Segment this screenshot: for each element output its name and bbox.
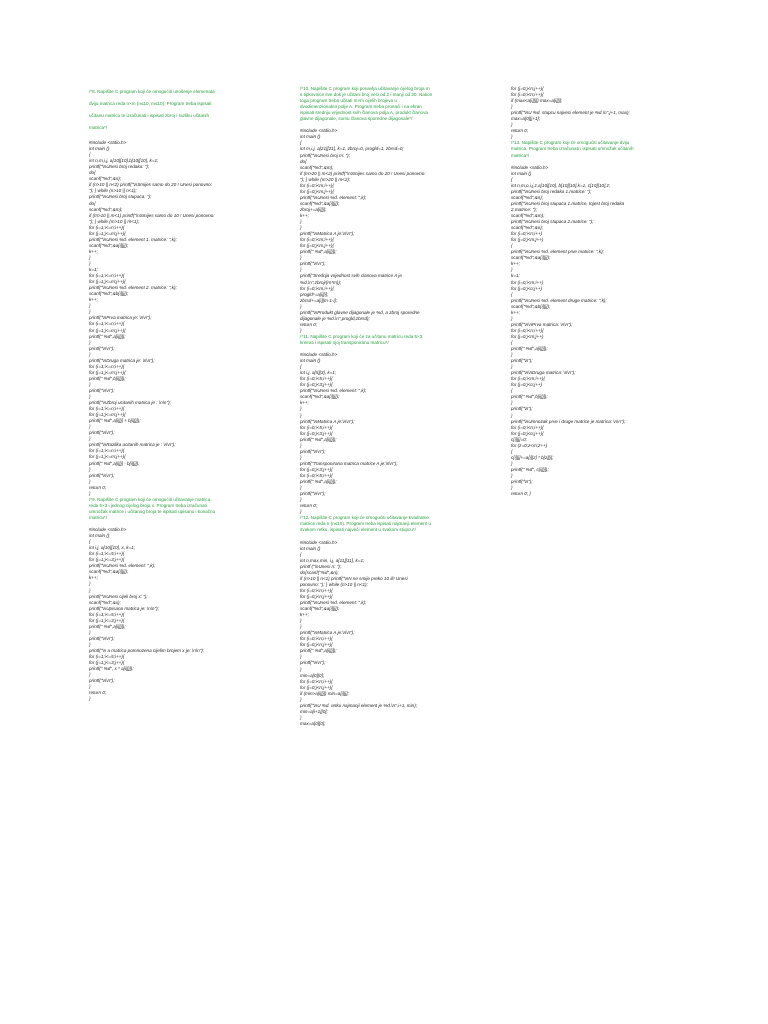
code-line: for (i=0;i<n;i++){	[300, 636, 333, 642]
code-line: if (m>20 || m<2) printf("\nSmijes samo do 20 ! Unesi ponovno:	[300, 170, 426, 176]
code-line: int main ()	[300, 358, 321, 364]
code-line: }	[300, 327, 302, 333]
code-line: printf(" %d",a[i][j]);	[300, 648, 337, 654]
task-comment: /*12. Napišite C program koji će omogućiti učitavanje kvadratne	[300, 515, 429, 521]
code-line: if (m>10 || m<1) printf("\nSmijes samo do 10 ! Unesi ponovno:	[89, 212, 215, 218]
code-line: for (i=0;i<n;i++){	[511, 92, 544, 98]
task-comment: /*8. Napišite C program koji će omogućiti unošenje elemenata	[89, 89, 215, 94]
code-line: for (i=0;i<n;i++){	[511, 424, 544, 430]
code-line: scanf("%d",&a[i][j]);	[89, 242, 129, 248]
code-line: scanf("%d",&a[i][j]);	[89, 569, 129, 575]
code-line: }	[89, 581, 91, 587]
code-line: {	[511, 291, 513, 297]
code-line: k++;	[300, 612, 309, 618]
task-comment: glavne dijagonale, sumu članova sporedne dijagonale*/	[300, 116, 413, 122]
code-line: k++;	[89, 575, 98, 581]
code-line: %d.\n",zbroj/(m*m));	[300, 279, 342, 285]
task-comment: ispisati srednju vrijednost svih članova polja A, produkt članova	[300, 110, 428, 116]
code-line: k++;	[89, 297, 98, 303]
code-line: {	[511, 448, 513, 454]
code-line: {	[300, 551, 302, 557]
code-line: {	[300, 140, 302, 146]
task-comment: matrica*/	[89, 125, 108, 130]
code-line: int main ()	[511, 170, 532, 176]
code-line: printf("\nMatrica A je:\n\n");	[300, 418, 355, 424]
code-line: }	[300, 666, 302, 672]
code-line: scanf("%d",&b[i][j]);	[89, 291, 129, 297]
code-line: }	[89, 309, 91, 315]
code-line: return 0;	[300, 503, 318, 509]
code-line: printf("Transponirana matrica matrice A je:\n\n");	[300, 460, 398, 466]
code-line: }	[300, 696, 302, 702]
code-line: printf("\nUnesi %d. element 2. matrice: ",k);	[89, 285, 177, 291]
code-line: k++;	[511, 261, 520, 267]
code-line: for (j=1;j<=m;j++){	[89, 279, 126, 285]
code-line: for (i=0;i<m;i++)	[511, 279, 544, 285]
code-line: }	[511, 315, 513, 321]
code-line: scanf("%d",&a[i][j]);	[511, 255, 551, 261]
code-line: }	[300, 654, 302, 660]
code-line: for (i=0;i<m;i++){	[300, 182, 334, 188]
code-line: printf("\nUnesi %d. element druge matrice: ",k);	[511, 297, 607, 303]
code-line: for (j=0;j<o;j++)	[511, 382, 543, 388]
code-line: }	[89, 254, 91, 260]
code-line: for (j=1;j<=3;j++){	[89, 660, 125, 666]
code-line: printf(" %d",b[i][j]);	[89, 375, 126, 381]
code-line: "); } while (m>20 || m<2);	[300, 176, 351, 182]
code-line: printf(" %d",a[i][j] + b[i][j]);	[89, 418, 141, 424]
code-line: scanf("%d",&n);	[89, 176, 122, 182]
code-line: scanf("%d",&m);	[300, 164, 334, 170]
code-line: printf("\n\n");	[89, 387, 115, 393]
code-line: dijagonale je %d.\n",progld,zbrsd);	[300, 315, 370, 321]
task-comment: dvodimenzionalno polje A. Program treba pronaći i na ekran	[300, 104, 422, 110]
code-line: for (i=0;i<5;i++){	[300, 424, 333, 430]
code-line: for (j=0;j<3;j++){	[300, 430, 333, 436]
code-line: printf("\nU %d. stupcu najveci element je %d.\n",j+1, max);	[511, 110, 630, 116]
column-2	[300, 86, 500, 727]
code-line: scanf("%d",&b[i][j]);	[511, 303, 551, 309]
code-line: ponovno: "); } while (n>10 || n<1);	[300, 581, 368, 587]
code-line: for (j=0;j<n;j++){	[511, 86, 544, 91]
code-line: printf("\n\n");	[300, 261, 326, 267]
code-line: c[i][j]+=a[i][z] * b[z][j];	[511, 454, 554, 460]
code-line: scanf("%d",&a[i][j]);	[300, 200, 340, 206]
code-line: "); } while (n>10 || n<1);	[89, 188, 137, 194]
task-comment: matrice reda n (n≤10). Program treba ispisati najmanji element u	[300, 521, 431, 527]
code-line: }	[89, 478, 91, 484]
task-comment: /*10. Napišite C program koji ponavlja učitavanje cijelog broja m	[300, 86, 430, 91]
code-line: for (i=1;i<=n;i++){	[89, 321, 125, 327]
task-comment: /*11. Napišite C program koji će za učitanu matricu reda 5×3	[300, 333, 423, 339]
code-line: for (z=0;z<m;z++)	[511, 442, 548, 448]
code-line: printf(" %d", x * a[i][j]);	[89, 666, 134, 672]
code-line: printf("\nUnesi broj redaka: ");	[89, 164, 150, 170]
code-line: int main ()	[300, 545, 321, 551]
code-line: printf(" %d",a[i][j]);	[300, 479, 337, 485]
column-3	[511, 86, 711, 497]
code-line: printf("\nZbroj ucitanih matrica je : \n\n");	[89, 400, 171, 406]
task-comment: matrica. Program treba izračunati i ispisati umnožak učitanih	[511, 146, 634, 152]
code-line: k=1;	[511, 273, 520, 279]
task-comment: matrica*/	[511, 152, 530, 158]
code-line: for (i=1;i<=n;i++){	[89, 224, 125, 230]
task-comment: učitanu matricu te izračunati i ispisati zbroj i razliku učitanih	[89, 113, 209, 118]
code-line: printf("\nMatrica A je:\n\n");	[300, 231, 355, 237]
code-line: }	[300, 618, 302, 624]
code-line: {	[511, 176, 513, 182]
code-line: }	[511, 412, 513, 418]
code-line: printf("\n\n");	[89, 678, 115, 684]
code-line: }	[511, 352, 513, 358]
code-line: #include <stdio.h>	[89, 527, 127, 533]
code-line: return 0; }	[511, 491, 531, 497]
code-line: for (i=0;i<m;i++){	[300, 237, 334, 243]
task-comment: /*13. Napišite C program koji će omogućiti učitavanje dviju	[511, 140, 630, 146]
code-line: printf("Srednja vrijednost svih clanova matrice A je	[300, 273, 402, 279]
code-line: #include <stdio.h>	[300, 539, 338, 545]
code-line: }	[89, 466, 91, 472]
code-line: scanf("%d",&m);	[89, 206, 123, 212]
code-line: for (j=1;j<=m;j++){	[89, 412, 126, 418]
column-1	[89, 86, 289, 702]
code-line: {	[511, 243, 513, 249]
code-line: }	[300, 509, 302, 515]
code-line: }	[89, 629, 91, 635]
code-line: }	[300, 454, 302, 460]
code-line: int m,i,j, a[21][21], k=1, zbroj=0, progld=1, zbrsd=0;	[300, 146, 404, 152]
code-line: 2.matrice: ");	[511, 206, 537, 212]
code-line: zbroj+=a[i][j];	[300, 206, 327, 212]
code-line: do{scanf("%d",&n);	[300, 569, 339, 575]
code-line: k=1;	[89, 267, 98, 273]
code-line: printf("\n");	[511, 406, 533, 412]
code-line: min=a[0][0];	[300, 672, 325, 678]
code-line: for (j=0;j<m;j++)	[511, 333, 544, 339]
task-comment: matricu*/	[89, 514, 108, 520]
code-line: int main ()	[89, 533, 110, 539]
code-line: return 0;	[300, 321, 318, 327]
code-line: for (j=1;j<=m;j++){	[89, 454, 126, 460]
code-line: printf("\n\n");	[89, 430, 115, 436]
code-line: for (i=0;i<5;i++){	[300, 473, 333, 478]
code-line: }	[300, 406, 302, 412]
code-line: }	[300, 303, 302, 309]
code-line: }	[89, 339, 91, 345]
code-line: do{	[89, 170, 96, 176]
task-comment: dviju matrica reda n×m (n≤10, m≤10). Program treba ispisati	[89, 101, 212, 106]
code-line: }	[89, 684, 91, 690]
code-line: }	[300, 267, 302, 273]
code-line: printf("\nUnesi broj stupaca: ");	[89, 194, 152, 200]
code-line: for (i=1;i<=n;i++){	[89, 363, 125, 369]
code-line: }	[89, 436, 91, 442]
code-line: printf(" %d",a[i][j]);	[300, 249, 337, 255]
code-line: printf("\nMatrica A je:\n\n");	[300, 630, 355, 636]
code-line: printf("\nProdukt glavne dijagonale je %d, a zbroj sporedne	[300, 309, 420, 315]
code-line: }	[300, 624, 302, 630]
code-line: for (j=0;j<m;j++){	[300, 243, 334, 249]
code-line: }	[89, 696, 91, 702]
code-line: }	[511, 267, 513, 273]
code-line: scanf("%d",&a[i][j]);	[300, 394, 340, 400]
code-line: }	[511, 134, 513, 140]
code-line: }	[89, 490, 91, 496]
code-line: k++;	[300, 212, 309, 218]
code-line: }	[511, 364, 513, 370]
code-line: for (j=0;j<n;j++){	[300, 684, 333, 690]
code-line: printf("\nUnesi %d. element: ",k);	[300, 388, 367, 394]
code-line: for (j=1;j<=m;j++){	[89, 230, 126, 236]
code-line: int main ()	[89, 146, 110, 152]
code-line: #include <stdio.h>	[300, 128, 338, 134]
code-line: #include <stdio.h>	[89, 140, 127, 146]
code-line: k++;	[300, 400, 309, 406]
code-line: "); } while (m>10 || m<1);	[89, 218, 140, 224]
code-line: for (j=0;j<o;j++)	[511, 285, 543, 291]
code-line: printf("\n\nDruga matrica: \n\n");	[511, 370, 576, 376]
code-line: k++;	[89, 248, 98, 254]
code-line: printf(" %d", c[i][j]);	[511, 466, 549, 472]
code-line: #include <stdio.h>	[511, 164, 549, 170]
code-line: printf("\n\n");	[300, 491, 326, 497]
code-line: if (max<a[i][j]) max=a[i][j];	[511, 98, 563, 104]
task-comment: kreirati i ispisati njoj transponiranu matricu*/	[300, 339, 389, 345]
code-line: printf("\nUnesi broj stupaca 2.matrice: ");	[511, 219, 594, 225]
code-line: }	[300, 225, 302, 231]
code-line: printf("\nDruga matrica je: \n\n");	[89, 357, 155, 363]
code-line: printf("\nU %d. retku najmanji element je %d.\n",i+1, min);	[300, 702, 418, 708]
code-line: }	[300, 714, 302, 720]
code-line: scanf("%d",&o);	[511, 225, 544, 231]
code-line: int n,m,o,i,j,z,a[10][10], b[10][10],k=1, c[10][10],z;	[511, 182, 611, 188]
code-line: printf("\nRazlika ucitanih matrica je : \n\n");	[89, 442, 176, 448]
code-line: }	[89, 351, 91, 357]
code-line: {	[89, 152, 91, 158]
code-line: }	[89, 394, 91, 400]
code-line: printf("\n\n");	[89, 635, 115, 641]
code-line: printf("\nUnesi %d. element: ",k);	[89, 563, 156, 569]
code-line: }	[300, 412, 302, 418]
code-line: }	[511, 485, 513, 491]
code-line: for (j=1;j<=3;j++){	[89, 617, 125, 623]
code-line: }	[300, 442, 302, 448]
code-line: printf("\nUnesi broj m: ");	[300, 152, 350, 158]
code-line: for (j=1;j<=3;j++){	[89, 557, 125, 563]
code-line: printf("\nUnesi %d. element: ",k);	[300, 194, 367, 200]
code-line: }	[89, 672, 91, 678]
code-line: return 0;	[511, 128, 529, 134]
code-line: c[i][j]=0;	[511, 436, 527, 442]
code-line: scanf("%d",&a[i][j]);	[300, 606, 340, 612]
code-line: printf("\nUnesi cijeli broj x: ");	[89, 593, 148, 599]
code-line: printf("\n\n");	[300, 448, 326, 454]
code-line: printf("\nPrva matrica je: \n\n");	[89, 315, 152, 321]
code-line: min=a[i+1][0];	[300, 708, 328, 714]
code-line: do{	[300, 158, 307, 164]
code-line: zbrsd+=a[i][m-1-i];	[300, 297, 338, 303]
code-line: }	[89, 424, 91, 430]
code-line: }	[89, 641, 91, 647]
code-line: for (i=0;i<n;i++)	[511, 231, 543, 237]
task-comment: umnožak matrice i učitanog broja te ispisati upisanu i konačnu	[89, 508, 216, 514]
code-line: for (i=0;i<m;i++){	[300, 285, 334, 291]
code-line: printf("\nUmnozak prve i druge matrice je matrica: \n\n");	[511, 418, 626, 424]
code-line: printf("\nUnesi %d. element prve matrice: ",k);	[511, 249, 604, 255]
code-line: }	[300, 219, 302, 225]
code-line: printf("\n\n");	[89, 472, 115, 478]
code-line: #include <stdio.h>	[300, 352, 338, 358]
code-line: for (i=0;i<n;i++){	[511, 327, 544, 333]
code-line: for (j=0;j<m;j++)	[511, 237, 544, 243]
code-line: }	[89, 381, 91, 387]
code-line: printf("\n");	[511, 479, 533, 485]
code-line: printf(" %d",a[i][j] - b[i][j]);	[89, 460, 140, 466]
code-line: for (i=0;i<m;i++){	[511, 376, 545, 382]
task-comment: /*9. Napišite C program koji će omogućiti učitavanje matrica	[89, 496, 211, 502]
code-line: for (j=0;j<m;j++){	[300, 188, 334, 194]
code-line: for (i=0;i<n;i++){	[300, 678, 333, 684]
code-line: for (i=1;i<=5;i++){	[89, 654, 125, 660]
code-line: }	[300, 497, 302, 503]
code-line: return 0;	[89, 690, 107, 696]
code-line: printf("\n\n");	[89, 345, 115, 351]
code-line: printf("\n\nPrva matrica: \n\n");	[511, 321, 573, 327]
code-line: printf("\nUnesi %d. element: ",k);	[300, 599, 367, 605]
code-line: for (i=0;i<n;i++){	[300, 587, 333, 593]
code-line: int n,max,min, i,j, a[11][11], k=1;	[300, 557, 365, 563]
task-comment: reda 5×3 i jednog cijelog broja x. Program treba izračunati	[89, 502, 207, 508]
code-line: for (j=0;j<o;j++){	[511, 430, 544, 436]
code-line: printf("\nUnesi broj redaka 1.matrice: ");	[511, 188, 592, 194]
task-comment: s tipkovnice sve dok je učitani broj veći od 2 i manji od 20. Nakon	[300, 92, 433, 98]
task-comment: svakom retku, ispisati najveći element u svakom stupcu*/	[300, 527, 416, 533]
code-line: printf("\n\n");	[300, 660, 326, 666]
code-line: progld*=a[i][i];	[300, 291, 329, 297]
code-line: }	[511, 460, 513, 466]
code-line: for (i=1;i<=n;i++){	[89, 406, 125, 412]
code-line: for (i=1;i<=n;i++){	[89, 273, 125, 279]
code-line: printf(" %d",a[i][j]);	[300, 436, 337, 442]
code-line: for (j=0;j<3;j++){	[300, 466, 333, 472]
code-line: printf ("\nUnesi n: ");	[300, 563, 342, 569]
code-line: printf(" %d",b[i][j]);	[511, 394, 548, 400]
code-line: for (j=0;j<3;j++){	[300, 382, 333, 388]
code-line: }	[300, 255, 302, 261]
code-line: printf("\nUpisana matrica je: \n\n");	[89, 605, 159, 611]
code-line: for (j=1;j<=m;j++){	[89, 369, 126, 375]
code-line: k++;	[511, 309, 520, 315]
code-line: for (i=1;i<=n;i++){	[89, 448, 125, 454]
code-line: {	[89, 539, 91, 545]
code-line: int n,m,i,j, a[10][10],b[10][10], k=1;	[89, 158, 159, 164]
code-line: printf("\nUnesi broj stupaca 1.matrice, tojest broj redaka	[511, 200, 625, 206]
code-line: {	[511, 339, 513, 345]
code-line: scanf("%d",&x);	[89, 599, 121, 605]
code-line: for (j=1;j<=m;j++){	[89, 327, 126, 333]
code-line: for (j=0;j<n;j++){	[300, 642, 333, 648]
task-comment: toga program treba učitati m×m cijelih brojeva u	[300, 98, 397, 104]
code-line: }	[511, 400, 513, 406]
code-line: if (min>a[i][j]) min=a[i][j];	[300, 690, 349, 696]
code-line: for (i=1;i<=5;i++){	[89, 551, 125, 557]
code-line: }	[300, 485, 302, 491]
code-line: printf("\nUnesi %d. element 1. matrice: ",k);	[89, 236, 177, 242]
code-line: scanf("%d",&n);	[511, 194, 544, 200]
code-line: if (n>10 || n<2) printf("\nSmijes samo do 20 ! Unesi ponovno:	[89, 182, 213, 188]
code-line: for (i=1;i<=5;i++){	[89, 611, 125, 617]
code-line: printf("\n");	[511, 358, 533, 364]
code-line: scanf("%d",&m);	[511, 212, 545, 218]
code-line: int main ()	[300, 134, 321, 140]
code-line: printf(" %d",a[i][j]);	[89, 623, 126, 629]
code-line: if (n>10 || n<1) printf("\nN ne smije preko 10 ili! Unesi	[300, 575, 408, 581]
code-line: }	[511, 104, 513, 110]
code-line: }	[89, 587, 91, 593]
code-line: for (i=0;i<5;i++){	[300, 376, 333, 382]
code-line: max=a[0][0];	[300, 720, 326, 726]
code-line: }	[511, 473, 513, 478]
code-line: int i,j, a[5][3], k=1;	[300, 370, 337, 376]
code-line: }	[89, 260, 91, 266]
code-line: int i,j, a[10][10], x, k=1;	[89, 545, 136, 551]
code-line: {	[300, 364, 302, 370]
code-line: }	[89, 303, 91, 309]
code-line: for (j=0;j<n;j++){	[300, 593, 333, 599]
code-line: {	[511, 388, 513, 394]
code-line: do{	[89, 200, 96, 206]
code-line: printf(" %d",a[i][j]);	[89, 333, 126, 339]
code-line: }	[511, 122, 513, 128]
code-line: max=a[0][j+1];	[511, 116, 541, 122]
code-line: printf("\n a matrica pomnozena cijelim brojem x je: \n\n");	[89, 647, 205, 653]
code-line: return 0;	[89, 484, 107, 490]
code-line: printf(" %d",a[i][j]);	[511, 346, 548, 352]
